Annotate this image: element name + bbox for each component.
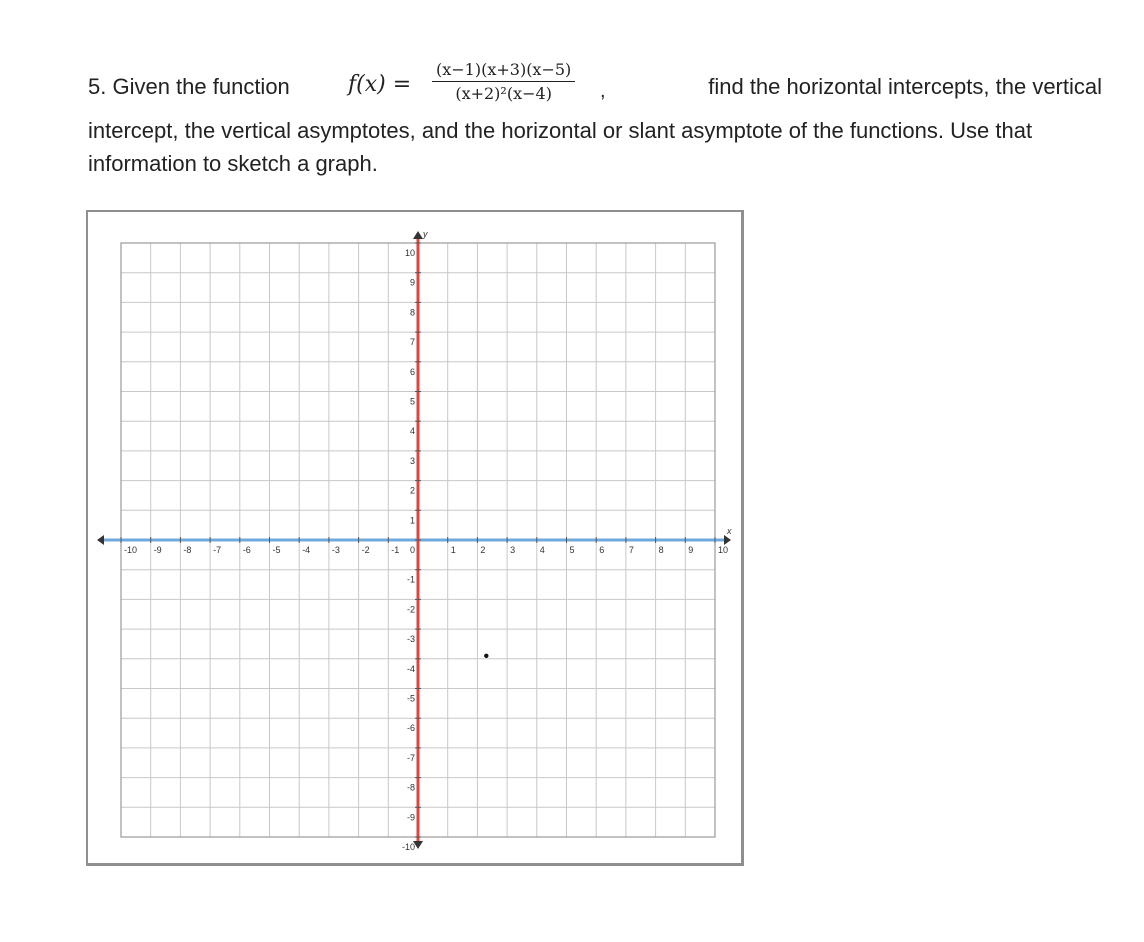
comma: , <box>600 80 606 102</box>
y-axis-label: y <box>423 229 428 239</box>
y-tick-label: -6 <box>406 723 415 734</box>
y-tick-label: 9 <box>409 277 415 288</box>
graph-frame <box>86 210 744 866</box>
y-tick-label: -8 <box>406 782 415 793</box>
y-tick-label: 2 <box>409 485 415 496</box>
x-tick-label: -6 <box>242 545 251 555</box>
x-tick-label: 7 <box>628 545 634 555</box>
y-tick-label: 5 <box>409 396 415 407</box>
x-tick-label: 9 <box>688 545 694 555</box>
y-tick-label: 0 <box>409 545 415 555</box>
x-tick-label: 6 <box>599 545 605 555</box>
x-tick-label: 10 <box>718 545 729 555</box>
x-axis-right-arrow <box>724 535 731 545</box>
x-axis-left-arrow <box>97 535 104 545</box>
fraction-denominator: (x+2)²(x−4) <box>455 84 552 103</box>
y-tick-label: 10 <box>404 248 415 258</box>
y-tick-label: -9 <box>406 812 415 823</box>
x-tick-label: -5 <box>272 545 281 555</box>
x-tick-label: 1 <box>450 545 456 555</box>
x-tick-label: 5 <box>569 545 575 555</box>
x-axis-label: x <box>727 526 732 536</box>
y-tick-label: 3 <box>409 455 415 466</box>
x-tick-label: 2 <box>480 545 486 555</box>
y-axis-top-arrow <box>413 231 423 239</box>
stray-dot <box>484 654 488 658</box>
x-tick-label: -10 <box>124 545 138 555</box>
x-tick-label: -1 <box>391 545 400 555</box>
y-tick-label: 8 <box>409 307 415 318</box>
problem-lead: 5. Given the function <box>88 74 290 99</box>
y-tick-label: -4 <box>406 663 415 674</box>
x-tick-label: -3 <box>331 545 340 555</box>
coordinate-grid[interactable] <box>88 212 742 864</box>
x-tick-label: -2 <box>361 545 370 555</box>
function-fraction <box>432 60 575 103</box>
y-tick-label: -10 <box>401 842 415 852</box>
x-tick-label: 4 <box>539 545 545 555</box>
function-name: f(x) = <box>348 72 412 97</box>
x-tick-label: -4 <box>302 545 311 555</box>
problem-continuation: intercept, the vertical asymptotes, and the horizontal or slant asymptote of the functions. Use that information to sketch a graph. <box>88 118 1033 176</box>
y-tick-label: -7 <box>406 752 415 763</box>
problem-tail: find the horizontal intercepts, the vertical <box>708 74 1102 99</box>
y-tick-label: 1 <box>409 515 415 526</box>
x-tick-label: -9 <box>153 545 162 555</box>
y-tick-label: -1 <box>406 574 415 585</box>
y-tick-label: -5 <box>406 693 415 704</box>
fraction-numerator: (x−1)(x+3)(x−5) <box>432 60 575 82</box>
x-tick-label: 3 <box>510 545 516 555</box>
x-tick-label: -7 <box>213 545 222 555</box>
x-tick-label: 8 <box>658 545 664 555</box>
problem-line-1 <box>88 60 1102 118</box>
y-tick-label: -2 <box>406 604 415 615</box>
y-tick-label: 6 <box>409 366 415 377</box>
y-tick-label: 4 <box>409 426 415 437</box>
problem-statement <box>88 60 1102 180</box>
y-tick-label: 7 <box>409 337 415 348</box>
x-tick-label: -8 <box>183 545 192 555</box>
y-tick-label: -3 <box>406 634 415 645</box>
